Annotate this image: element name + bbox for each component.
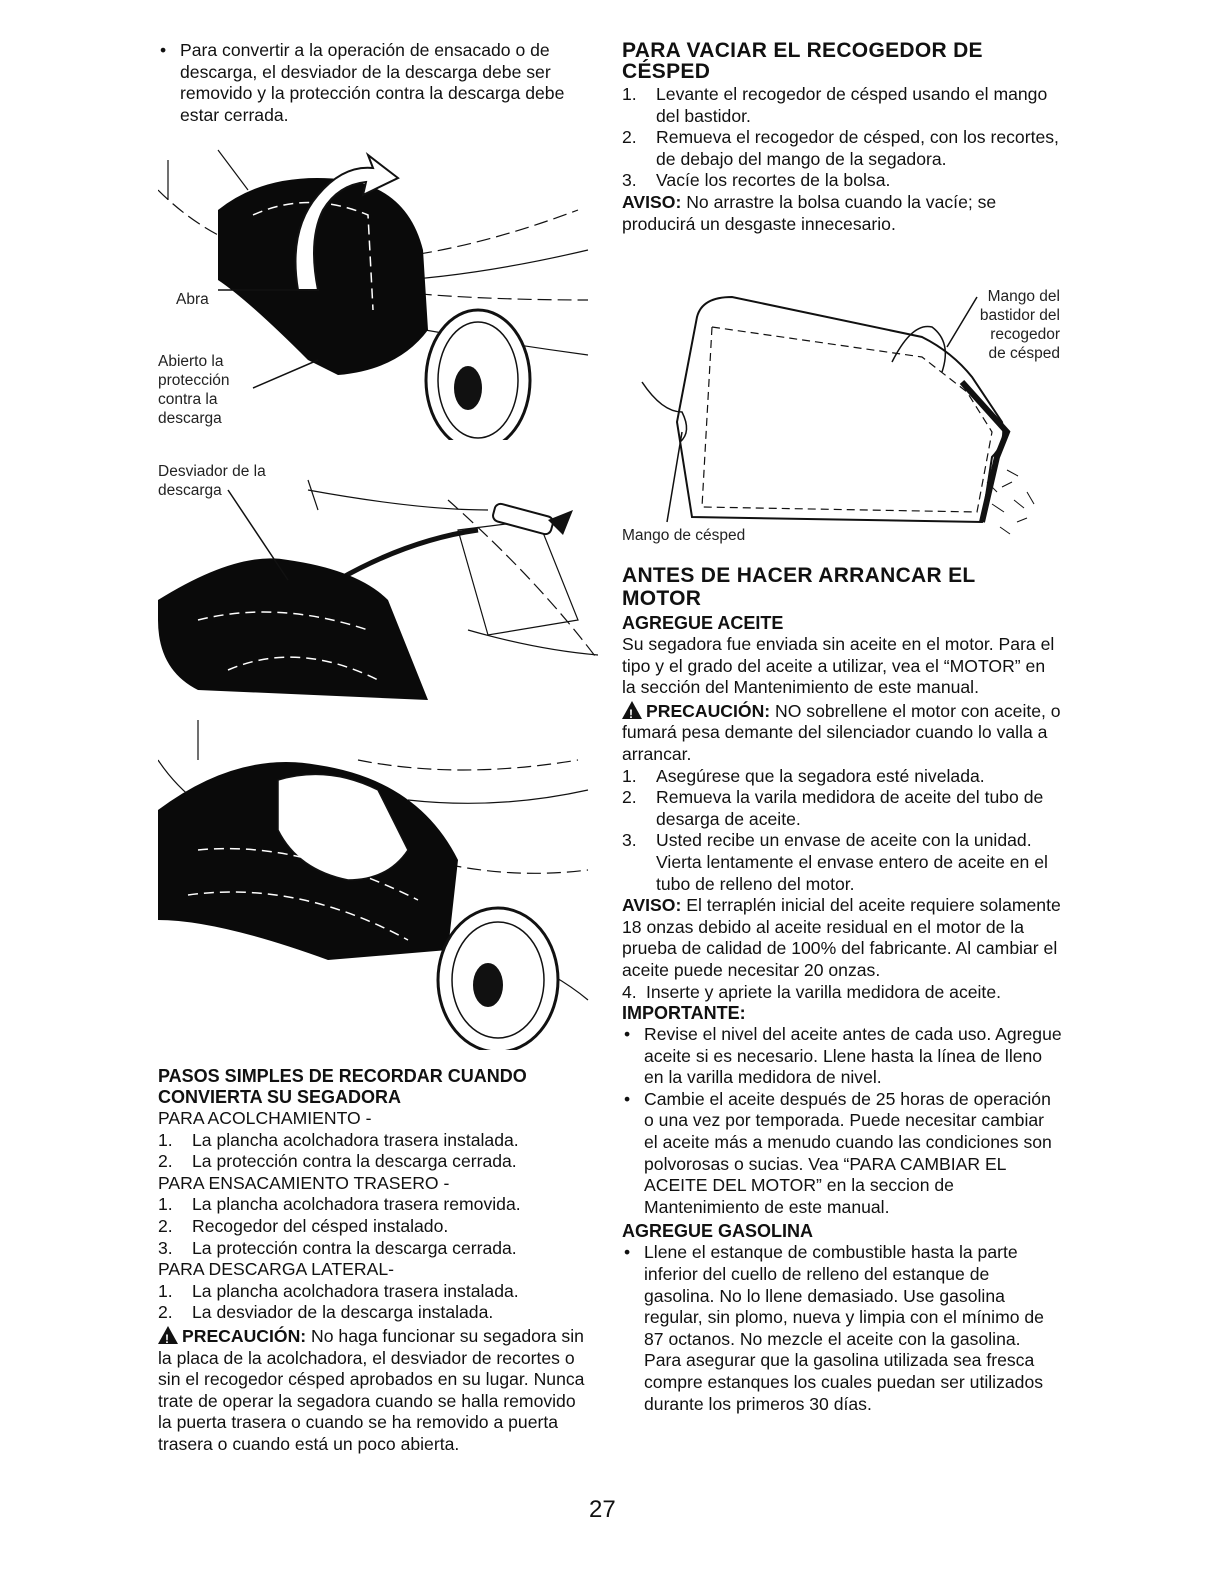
aviso-paragraph [622, 192, 1062, 235]
empty-item-1: 1. Levante el recogedor de césped usando el mango del bastidor. [622, 84, 1048, 126]
rear-item-2: 2. Recogedor del césped instalado. [158, 1215, 449, 1236]
gas-title: AGREGUE GASOLINA [622, 1221, 814, 1242]
warning-icon [622, 701, 642, 719]
gas-text: • Llene el estanque de combustible hasta la parte inferior del cuello de relleno del estanque de gasolina. No lo llene demasiado. Use gasolina regular, sin plomo, nueva y limpia con el mínimo de 87 octanos. No mezcle el aceite con la gasolina. Para asegurar que la gasolina utilizada sea fresca compre estanques los cuales puedan ser utilizados durante los primeros 30 días. [622, 1242, 1062, 1415]
warning-icon [158, 1326, 178, 1344]
conversion-steps [158, 1066, 588, 1456]
oil-item-3: 3. Usted recibe un envase de aceite con la unidad. Vierta lentamente el envase entero de aceite en el tubo de relleno del motor. [622, 830, 1048, 894]
start-title: ANTES DE HACER ARRANCAR EL MOTOR [622, 564, 976, 610]
oil-item-2: 2. Remueva la varila medidora de aceite del tubo de desarga de aceite. [622, 787, 1044, 829]
empty-item-3: 3. Vacíe los recortes de la bolsa. [622, 170, 891, 191]
steps-title: PASOS SIMPLES DE RECORDAR CUANDO CONVIERTA SU SEGADORA [158, 1066, 527, 1107]
aviso-label: AVISO: [622, 191, 682, 212]
important-label: IMPORTANTE: [622, 1003, 746, 1024]
side-title: PARA DESCARGA LATERAL- [158, 1259, 394, 1280]
right-column [622, 40, 1062, 235]
label-abierto-proteccion: Abierto la protección contra la descarga [158, 353, 230, 427]
important-item-2: • Cambie el aceite después de 25 horas de operación o una vez por temporada. Puede necesitar cambiar el aceite más a menudo cuando las condiciones son polvorosas o sucias. Vea “PARA CAMBIAR EL ACEITE DEL MOTOR” en la seccion de Mantenimiento de este manual. [622, 1089, 1062, 1219]
empty-item-2: 2. Remueva el recogedor de césped, con los recortes, de debajo del mango de la segadora. [622, 127, 1059, 169]
oil-item-4: 4. Inserte y apriete la varilla medidora de aceite. [622, 981, 1001, 1002]
side-item-1: 1. La plancha acolchadora trasera instalada. [158, 1280, 519, 1301]
oil-caution-text: NO sobrellene el motor con aceite, o fumará pesa demante del silenciador cuando lo valla a arrancar. [622, 700, 1061, 764]
label-desviador: Desviador de la descarga [158, 463, 266, 499]
oil-aviso-label: AVISO: [622, 895, 682, 916]
oil-aviso-text: El terraplén inicial del aceite requiere solamente 18 onzas debido al aceite residual en el motor de la prueba de calidad de 100% del fabricante. Al cambiar el aceite puede necesitar 20 onzas. [622, 895, 1061, 980]
rear-title: PARA ENSACAMIENTO TRASERO - [158, 1172, 450, 1193]
empty-title: PARA VACIAR EL RECOGEDOR DE CÉSPED [622, 39, 983, 83]
mulch-item-2: 2. La protección contra la descarga cerrada. [158, 1151, 517, 1172]
intro-bullet: • Para convertir a la operación de ensacado o de descarga, el desviador de la descarga debe ser removido y la protección contra la descarga debe estar cerrada. [158, 40, 588, 126]
rear-item-3: 3. La protección contra la descarga cerrada. [158, 1237, 517, 1258]
page-number: 27 [589, 1496, 616, 1523]
oil-item-1: 1. Asegúrese que la segadora esté nivelada. [622, 765, 985, 786]
oil-caution-label: PRECAUCIÓN: [646, 700, 771, 721]
grass-bag [677, 297, 1003, 522]
mulch-title: PARA ACOLCHAMIENTO - [158, 1108, 372, 1128]
side-item-2: 2. La desviador de la descarga instalada. [158, 1302, 494, 1323]
label-abra: Abra [176, 291, 209, 308]
figure-closed-discharge-guard [158, 720, 598, 1050]
mulch-item-1: 1. La plancha acolchadora trasera instalada. [158, 1129, 519, 1150]
figure-discharge-deflector [158, 470, 598, 710]
aviso-text: No arrastre la bolsa cuando la vacíe; se producirá un desgaste innecesario. [622, 191, 997, 234]
important-item-1: • Revise el nivel del aceite antes de cada uso. Agregue aceite si es necesario. Llene hasta la línea de lleno en la varilla medidora de nivel. [622, 1024, 1062, 1089]
caution-text: No haga funcionar su segadora sin la placa de la acolchadora, el desviador de recortes o sin el recogedor césped aprobados en su lugar. Nunca trate de operar la segadora cuando se halla removido la puerta trasera o cuando se ha removido a puerta trasera o cuando está un poco abierta. [158, 1325, 585, 1454]
label-mango-cesped: Mango de césped [622, 527, 746, 544]
caution-label: PRECAUCIÓN: [182, 1325, 307, 1346]
oil-text: Su segadora fue enviada sin aceite en el motor. Para el tipo y el grado del aceite a utilizar, vea el “MOTOR” en la sección del Mantenimiento de este manual. [622, 634, 1055, 698]
oil-aviso-paragraph [622, 895, 1062, 981]
label-mango-bastidor: Mango del bastidor del recogedor de césped [979, 288, 1060, 362]
rear-item-1: 1. La plancha acolchadora trasera removida. [158, 1194, 521, 1215]
deflector [158, 558, 428, 700]
before-start-section [622, 564, 1062, 1421]
caution-paragraph [158, 1324, 588, 1456]
deflector-spring [492, 503, 555, 536]
left-column [158, 40, 588, 132]
oil-caution-paragraph [622, 699, 1062, 766]
oil-title: AGREGUE ACEITE [622, 613, 784, 633]
